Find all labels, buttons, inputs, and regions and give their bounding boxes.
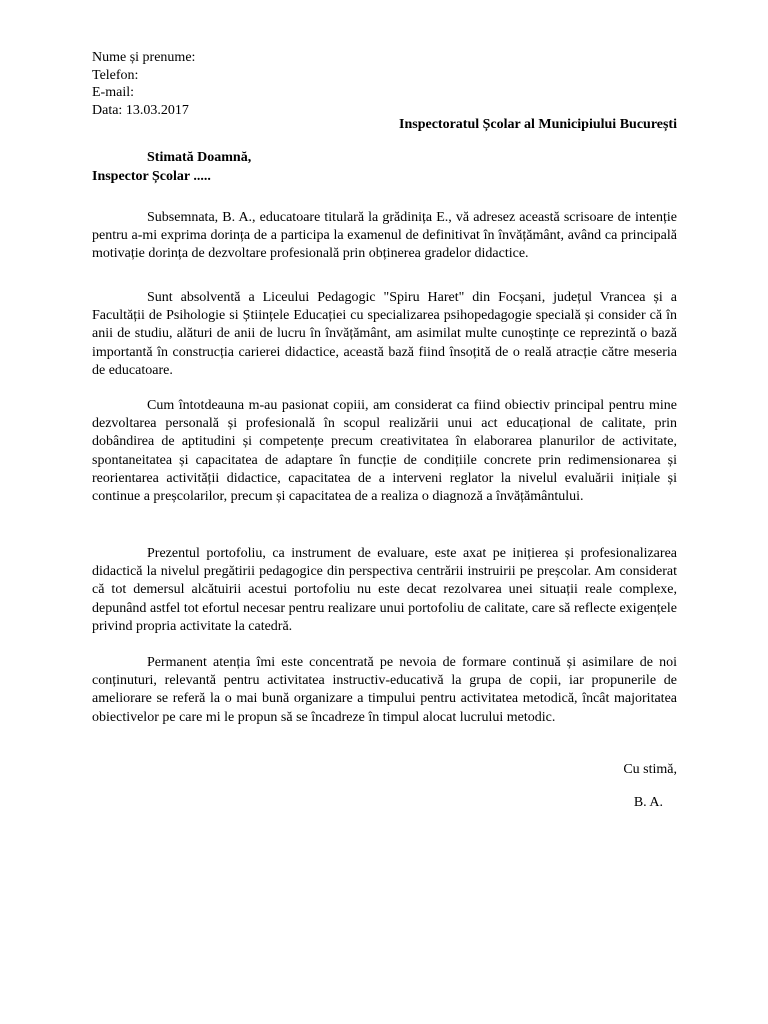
sender-info (92, 49, 195, 119)
salutation (92, 148, 251, 186)
body-paragraph-4: Prezentul portofoliu, ca instrument de evaluare, este axat pe inițierea și profesionalizarea didactică la nivelul pregătirii pedagogice din perspectiva centrării instruirii pe preșcolar. Am considerat că tot demersul alcătuirii acestui portofoliu nu este decat rezolvarea unei situații reale complexe, depunând astfel tot efortul necesar pentru realizare unui portofoliu de calitate, care să reflecte exigențele privind propria activitate la catedră. (92, 546, 677, 634)
salutation-line-1: Stimată Doamnă, (147, 150, 252, 165)
body-paragraph-2: Sunt absolventă a Liceului Pedagogic "Spiru Haret" din Focșani, județul Vrancea și a Facultății de Psihologie si Științele Educației cu specializarea psihopedagogie specială și consider că în anii de studiu, alături de anii de lucru în învățământ, am asimilat multe cunoștințe ce reprezintă o bază importantă în construcția carierei didactice, această bază fiind însoțită de o reală atracție către meseria de educatoare. (92, 290, 677, 378)
salutation-line-2: Inspector Școlar ..... (92, 169, 211, 184)
signature-initials: B. A. (633, 795, 663, 810)
sender-phone-line: Telefon: (92, 67, 139, 83)
letter-date: Data: 13.03.2017 (92, 102, 189, 118)
closing-greeting: Cu stimă, (623, 762, 677, 777)
sender-name-line: Nume și prenume: (92, 50, 196, 65)
body-paragraph-5: Permanent atenția îmi este concentrată pe nevoia de formare continuă și asimilare de noi conținuturi, relevantă pentru activitatea instructiv-educativă la grupa de copii, iar propunerile de ameliorare se referă la o mai bună organizare a timpului pentru activitatea metodică, încât majoritatea obiectivelor pe care mi le propun să se încadreze în timpul alocat lucrului metodic. (92, 655, 677, 725)
sender-email-line: E-mail: (92, 85, 134, 100)
body-paragraph-1: Subsemnata, B. A., educatoare titulară la grădinița E., vă adresez această scrisoare de intenție pentru a-mi exprima dorința de a participa la examenul de definitivat în învățământ, având ca principală motivație dorința de dezvoltare profesională prin obținerea gradelor didactice. (92, 210, 677, 262)
body-paragraph-3: Cum întotdeauna m-au pasionat copiii, am considerat ca fiind obiectiv principal pentru mine dezvoltarea personală și profesională în scopul realizării unui act educațional de calitate, prin dobândirea de aptitudini și competențe precum creativitatea în elaborarea planurilor de activitate, spontaneitatea și capacitatea de adaptare în funcție de condițiile concrete prin redimensionarea și reorientarea activității didactice, capacitatea de a interveni reglator la nivelul evaluării inițiale și continue a preșcolarilor, precum și capacitatea de a realiza o diagnoză a învățământului. (92, 398, 677, 505)
recipient-institution: Inspectoratul Școlar al Municipiului București (399, 117, 677, 132)
